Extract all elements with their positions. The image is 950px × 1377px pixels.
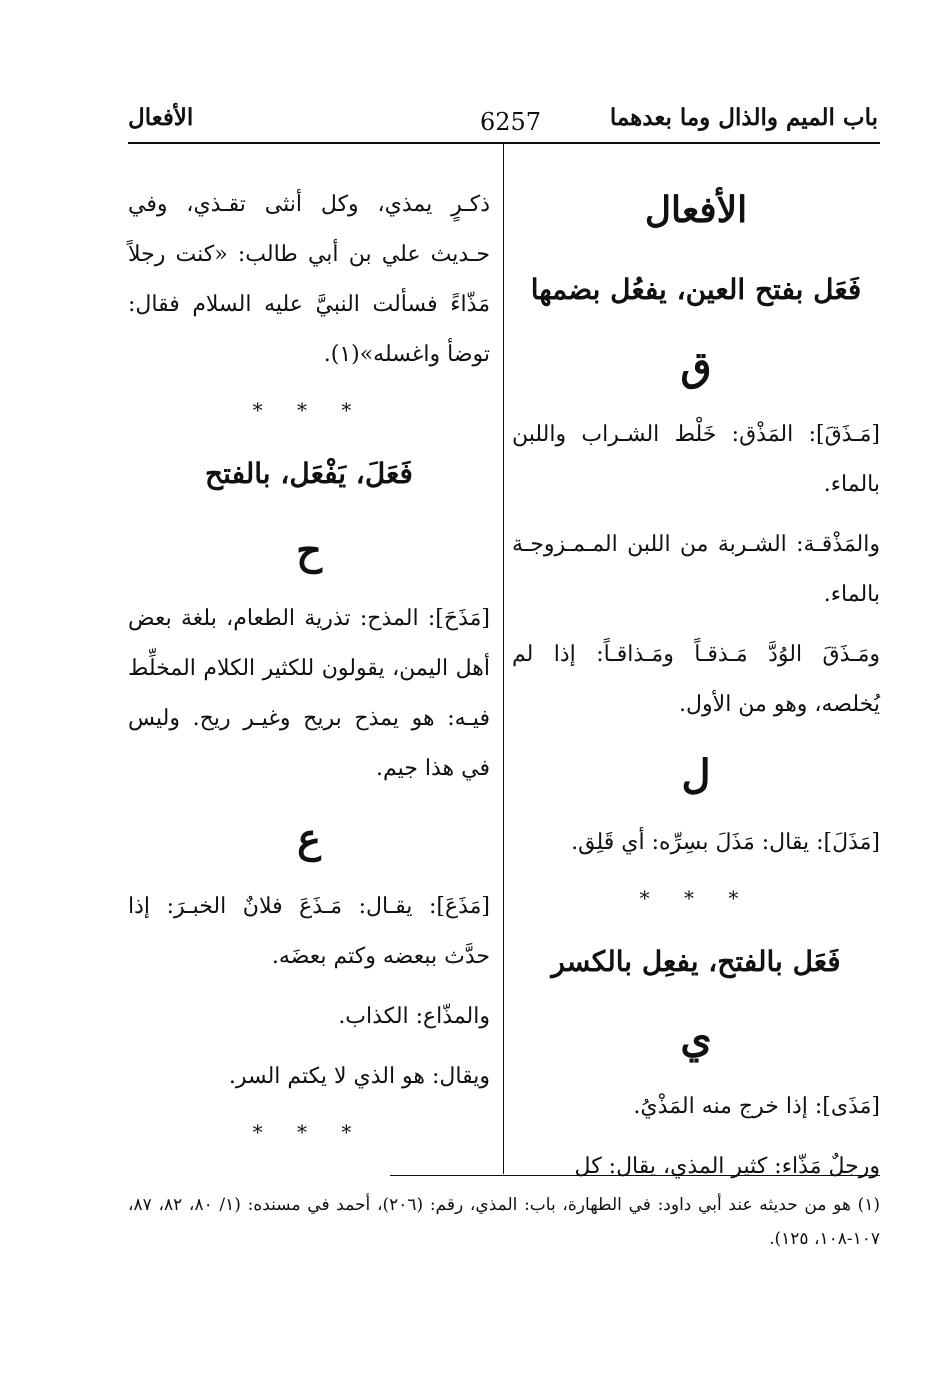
letter-heading: ي — [680, 1015, 712, 1062]
letter-heading: ح — [296, 527, 322, 574]
entry-paragraph: ومَـذَقَ الوُدَّ مَـذقـاً ومَـذاقـاً: إذا لم يُخلصه، وهو من الأول. — [512, 642, 880, 717]
entry-paragraph: ورجلٌ مَذّاء: كثير المذي، يقال: كل — [574, 1154, 880, 1179]
section-separator: * * * — [639, 886, 753, 910]
footnote: (١) هو من حديثه عند أبي داود: في الطهارة، باب: المذي، رقم: (٢٠٦)، أحمد في مسنده: (١/ ٨٠، ٨٢، ٨٧، ١٠٧-١٠٨، ١٢٥). — [128, 1195, 881, 1249]
letter-heading: ع — [297, 815, 321, 862]
entry-paragraph: [مَذَى]: إذا خرج منه المَذْيُ. — [633, 1094, 880, 1119]
entry-paragraph: [مَـذَقَ]: المَذْق: خَلْط الشـراب واللبن بالماء. — [512, 422, 880, 497]
column-divider — [503, 144, 504, 1174]
entry-paragraph: والمَذْقـة: الشـربة من اللبن المـمـزوجـة بالماء. — [512, 532, 880, 607]
section-separator: * * * — [252, 1120, 366, 1144]
right-column — [512, 180, 880, 1202]
letter-heading: ق — [680, 343, 712, 390]
entry-paragraph: [مَذَلَ]: يقال: مَذَلَ بسِرِّه: أي قَلِق. — [571, 830, 880, 855]
entry-paragraph: والمذّاع: الكذاب. — [338, 1004, 490, 1029]
chapter-title: باب الميم والذال وما بعدهما — [609, 104, 878, 131]
main-heading: الأفعال — [644, 189, 748, 231]
left-column — [128, 180, 490, 1168]
letter-heading: ل — [681, 751, 711, 798]
section-separator: * * * — [252, 398, 366, 422]
section-heading: فَعَل بفتح العين، يفعُل بضمها — [530, 273, 862, 306]
section-heading: فَعَلَ، يَفْعَل، بالفتح — [205, 457, 413, 490]
entry-paragraph: [مَذَعَ]: يقـال: مَـذَعَ فلانٌ الخبـرَ: إذا حدَّث ببعضه وكتم بعضَه. — [128, 894, 490, 969]
footnote-rule — [390, 1175, 880, 1176]
header-rule — [128, 142, 880, 144]
entry-paragraph: [مَذَحَ]: المذح: تذرية الطعام، بلغة بعض أهل اليمن، يقولون للكثير الكلام المخلِّط فيـه: هو يمذح بريح وغيـر ريح. وليس في هذا جيم. — [128, 606, 490, 781]
entry-paragraph: ذكـرٍ يمذي، وكل أنثى تقـذي، وفي حـديث علي بن أبي طالب: «كنت رجلاً مَذّاءً فسألت النبيَّ عليه السلام فقال: توضأ واغسله»(١). — [128, 192, 490, 367]
entry-paragraph: ويقال: هو الذي لا يكتم السر. — [228, 1064, 490, 1089]
page-header — [0, 104, 950, 144]
page-number: 6257 — [480, 108, 542, 136]
section-title: الأفعال — [128, 104, 194, 131]
section-heading: فَعَل بالفتح، يفعِل بالكسر — [551, 945, 841, 978]
